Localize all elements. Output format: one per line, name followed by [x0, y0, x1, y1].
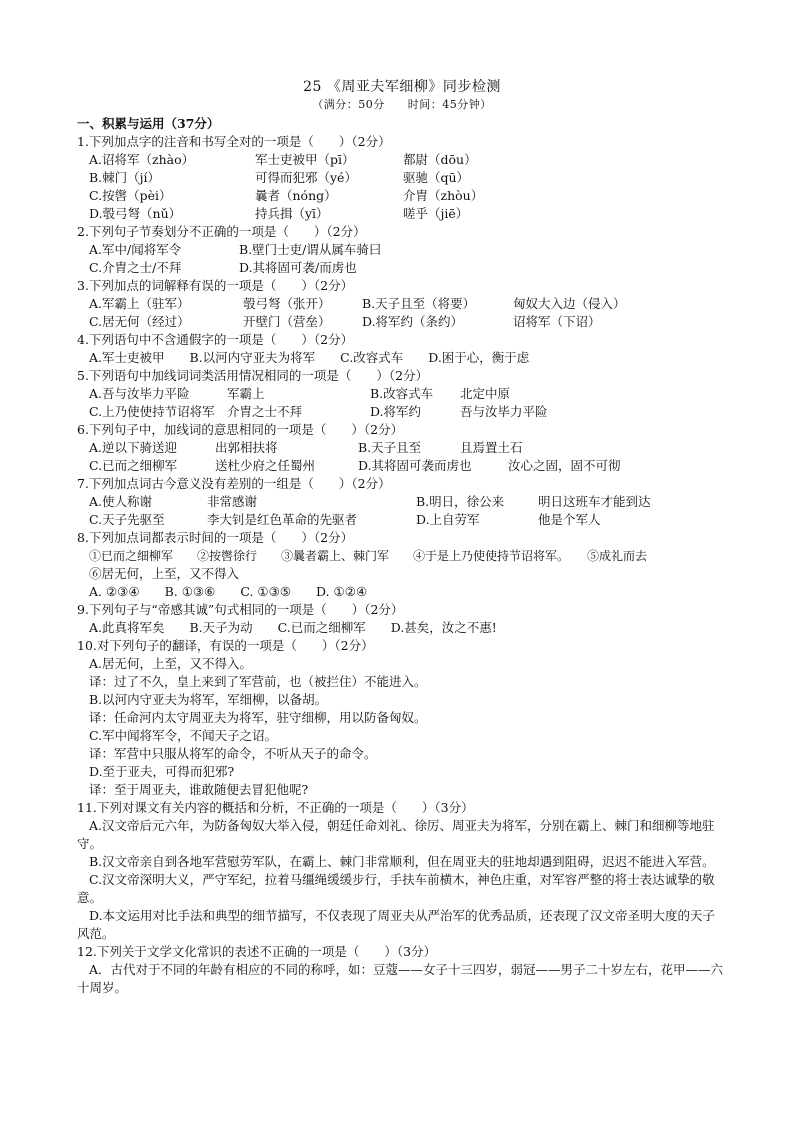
option-cell: 介胄（zhòu）: [403, 188, 484, 203]
option-cell: 介胄之士不拜: [227, 404, 303, 419]
question-3-option-row: [77, 313, 727, 331]
option-cell: 持兵揖（yī）: [255, 206, 329, 221]
question-1-stem: 1.下列加点字的注音和书写全对的一项是（ ）（2分）: [77, 134, 391, 149]
option-cell: 李大钊是红色革命的先驱者: [207, 512, 358, 527]
question-7-option-row: [77, 511, 727, 529]
option-cell: 可得而犯邪（yé）: [255, 170, 357, 185]
option-cell: 嗟乎（jiē）: [403, 206, 469, 221]
option-cell: B.改容式车: [370, 386, 434, 401]
option-cell: A.逆以下骑送迎: [89, 440, 178, 455]
question-10-source: A.居无何，上至，又不得入。: [89, 656, 253, 671]
option-cell: 都尉（dōu）: [403, 152, 477, 167]
question-6-option-row: [77, 457, 727, 475]
question-8-stem: 8.下列加点词都表示时间的一项是（ ）（2分）: [77, 530, 354, 545]
question-10-source: B.以河内守亚夫为将军，军细柳，以备胡。: [89, 692, 328, 707]
option-cell: 送杜少府之任蜀州: [215, 458, 316, 473]
question-11-stem: 11.下列对课文有关内容的概括和分析，不正确的一项是（ ）（3分）: [77, 800, 474, 815]
option-cell: 汝心之固，固不可彻: [508, 458, 621, 473]
question-6-stem: 6.下列句子中，加线词的意思相同的一项是（ ）（2分）: [77, 422, 404, 437]
option-cell: D.其将固可袭而虏也: [358, 458, 472, 473]
option-cell: D.其将固可袭/而虏也: [239, 260, 357, 275]
question-1-option-row: [77, 151, 727, 169]
question-10-source: C.军中闻将军令，不闻天子之诏。: [89, 728, 278, 743]
option-cell: 北定中原: [460, 386, 511, 401]
option-cell: 吾与汝毕力平险: [460, 404, 548, 419]
question-11-option: D.本文运用对比手法和典型的细节描写，不仅表现了周亚夫从严治军的优秀品质，还表现了汉文帝圣明大度的天子风范。: [77, 908, 716, 941]
question-8-items: ⑥居无何，上至，又不得入: [89, 566, 240, 581]
option-cell: 匈奴大入边（侵入）: [513, 296, 626, 311]
option-cell: C.介胄之士/不拜: [89, 260, 182, 275]
option-cell: B.棘门（jí）: [89, 170, 161, 185]
question-9-options: A.此真将军矣 B.天子为动 C.已而之细柳军 D.甚矣，汝之不惠!: [89, 620, 497, 635]
question-10-translation: 译：任命河内太守周亚夫为将军，驻守细柳，用以防备匈奴。: [89, 710, 427, 725]
question-11-option: C.汉文帝深明大义，严守军纪，拉着马缰绳缓缓步行，手扶车前横木，神色庄重，对军容严整的将士表达诚挚的敬意。: [77, 872, 715, 905]
question-5-option-row: [77, 385, 727, 403]
question-10-translation: 译：至于周亚夫，谁敢随便去冒犯他呢?: [89, 782, 309, 797]
option-cell: 非常感谢: [207, 494, 258, 509]
option-cell: 明日这班车才能到达: [538, 494, 651, 509]
option-cell: A.军中/闻将军令: [89, 242, 182, 257]
question-10-translation: 译：军营中只服从将军的命令，不听从天子的命令。: [89, 746, 377, 761]
question-5-stem: 5.下列语句中加线词词类活用情况相同的一项是（ ）（2分）: [77, 368, 429, 383]
question-1-option-row: [77, 205, 727, 223]
question-10-source: D.至于亚夫，可得而犯邪?: [89, 764, 235, 779]
option-cell: 诏将军（下诏）: [513, 314, 601, 329]
question-3-stem: 3.下列加点的词解释有误的一项是（ ）（2分）: [77, 278, 354, 293]
question-9-stem: 9.下列句子与“帝感其诚”句式相同的一项是（ ）（2分）: [77, 602, 404, 617]
question-11-option: A.汉文帝后元六年，为防备匈奴大举入侵，朝廷任命刘礼、徐厉、周亚夫为将军，分别在霸上、棘门和细柳等地驻守。: [77, 818, 715, 851]
option-cell: A.使人称谢: [89, 494, 153, 509]
option-cell: 开壁门（营垒）: [243, 314, 331, 329]
question-2-option-row: [77, 241, 727, 259]
question-2-stem: 2.下列句子节奏划分不正确的一项是（ ）（2分）: [77, 224, 366, 239]
question-1-option-row: [77, 169, 727, 187]
question-5-option-row: [77, 403, 727, 421]
option-cell: B.天子且至: [358, 440, 422, 455]
option-cell: D.将军约（条约）: [362, 314, 464, 329]
question-11-option: B.汉文帝亲自到各地军营慰劳军队，在霸上、棘门非常顺利，但在周亚夫的驻地却遇到阻碍，迟迟不能进入军营。: [89, 854, 715, 869]
worksheet: [77, 78, 727, 997]
section-heading: 一、积累与运用（37分）: [77, 116, 220, 131]
question-8-options: A. ②③④ B. ①③⑥ C. ①③⑤ D. ①②④: [89, 584, 368, 599]
question-7-option-row: [77, 493, 727, 511]
option-cell: C.居无何（经过）: [89, 314, 190, 329]
option-cell: 彀弓弩（张开）: [243, 296, 331, 311]
option-cell: D.将军约: [370, 404, 422, 419]
option-cell: C.上乃使使持节诏将军: [89, 404, 215, 419]
question-4-options: A.军士吏被甲 B.以河内守亚夫为将军 C.改容式车 D.困于心，衡于虑: [89, 350, 530, 365]
option-cell: 出郭相扶将: [215, 440, 278, 455]
question-8-items: ①已而之细柳军 ②按辔徐行 ③曩者霸上、棘门军 ④于是上乃使使持节诏将军。 ⑤成礼而去: [89, 549, 648, 563]
option-cell: D.上自劳军: [416, 512, 480, 527]
question-6-option-row: [77, 439, 727, 457]
question-10-stem: 10.对下列句子的翻译，有误的一项是（ ）（2分）: [77, 638, 374, 653]
option-cell: C.按辔（pèi）: [89, 188, 172, 203]
question-4-stem: 4.下列语句中不含通假字的一项是（ ）（2分）: [77, 332, 354, 347]
option-cell: 军霸上: [227, 386, 265, 401]
option-cell: C.已而之细柳军: [89, 458, 178, 473]
option-cell: D.彀弓弩（nǔ）: [89, 206, 182, 221]
question-3-option-row: [77, 295, 727, 313]
option-cell: B.壁门士吏/谓从属车骑曰: [239, 242, 382, 257]
question-2-option-row: [77, 259, 727, 277]
option-cell: 军士吏被甲（pī）: [255, 152, 355, 167]
option-cell: 且焉置土石: [460, 440, 523, 455]
option-cell: 曩者（nóng）: [255, 188, 337, 203]
page-title: 25 《周亚夫军细柳》同步检测: [303, 79, 501, 95]
option-cell: A.吾与汝毕力平险: [89, 386, 190, 401]
option-cell: B.明日，徐公来: [416, 494, 505, 509]
page-subtitle: （满分：50分 时间：45分钟）: [312, 98, 492, 111]
question-12-stem: 12.下列关于文学文化常识的表述不正确的一项是（ ）（3分）: [77, 944, 437, 959]
option-cell: A.诏将军（zhào）: [89, 152, 195, 167]
option-cell: 他是个军人: [538, 512, 601, 527]
option-cell: B.天子且至（将要）: [362, 296, 476, 311]
option-cell: 驱驰（qū）: [403, 170, 470, 185]
question-1-option-row: [77, 187, 727, 205]
option-cell: A.军霸上（驻军）: [89, 296, 190, 311]
question-10-translation: 译：过了不久，皇上来到了军营前，也（被拦住）不能进入。: [89, 674, 427, 689]
question-12-option: A．古代对于不同的年龄有相应的不同的称呼，如：豆蔻——女子十三四岁，弱冠——男子二十岁左右，花甲——六十周岁。: [77, 962, 724, 995]
option-cell: C.天子先驱至: [89, 512, 165, 527]
question-7-stem: 7.下列加点词古今意义没有差别的一组是（ ）（2分）: [77, 476, 391, 491]
